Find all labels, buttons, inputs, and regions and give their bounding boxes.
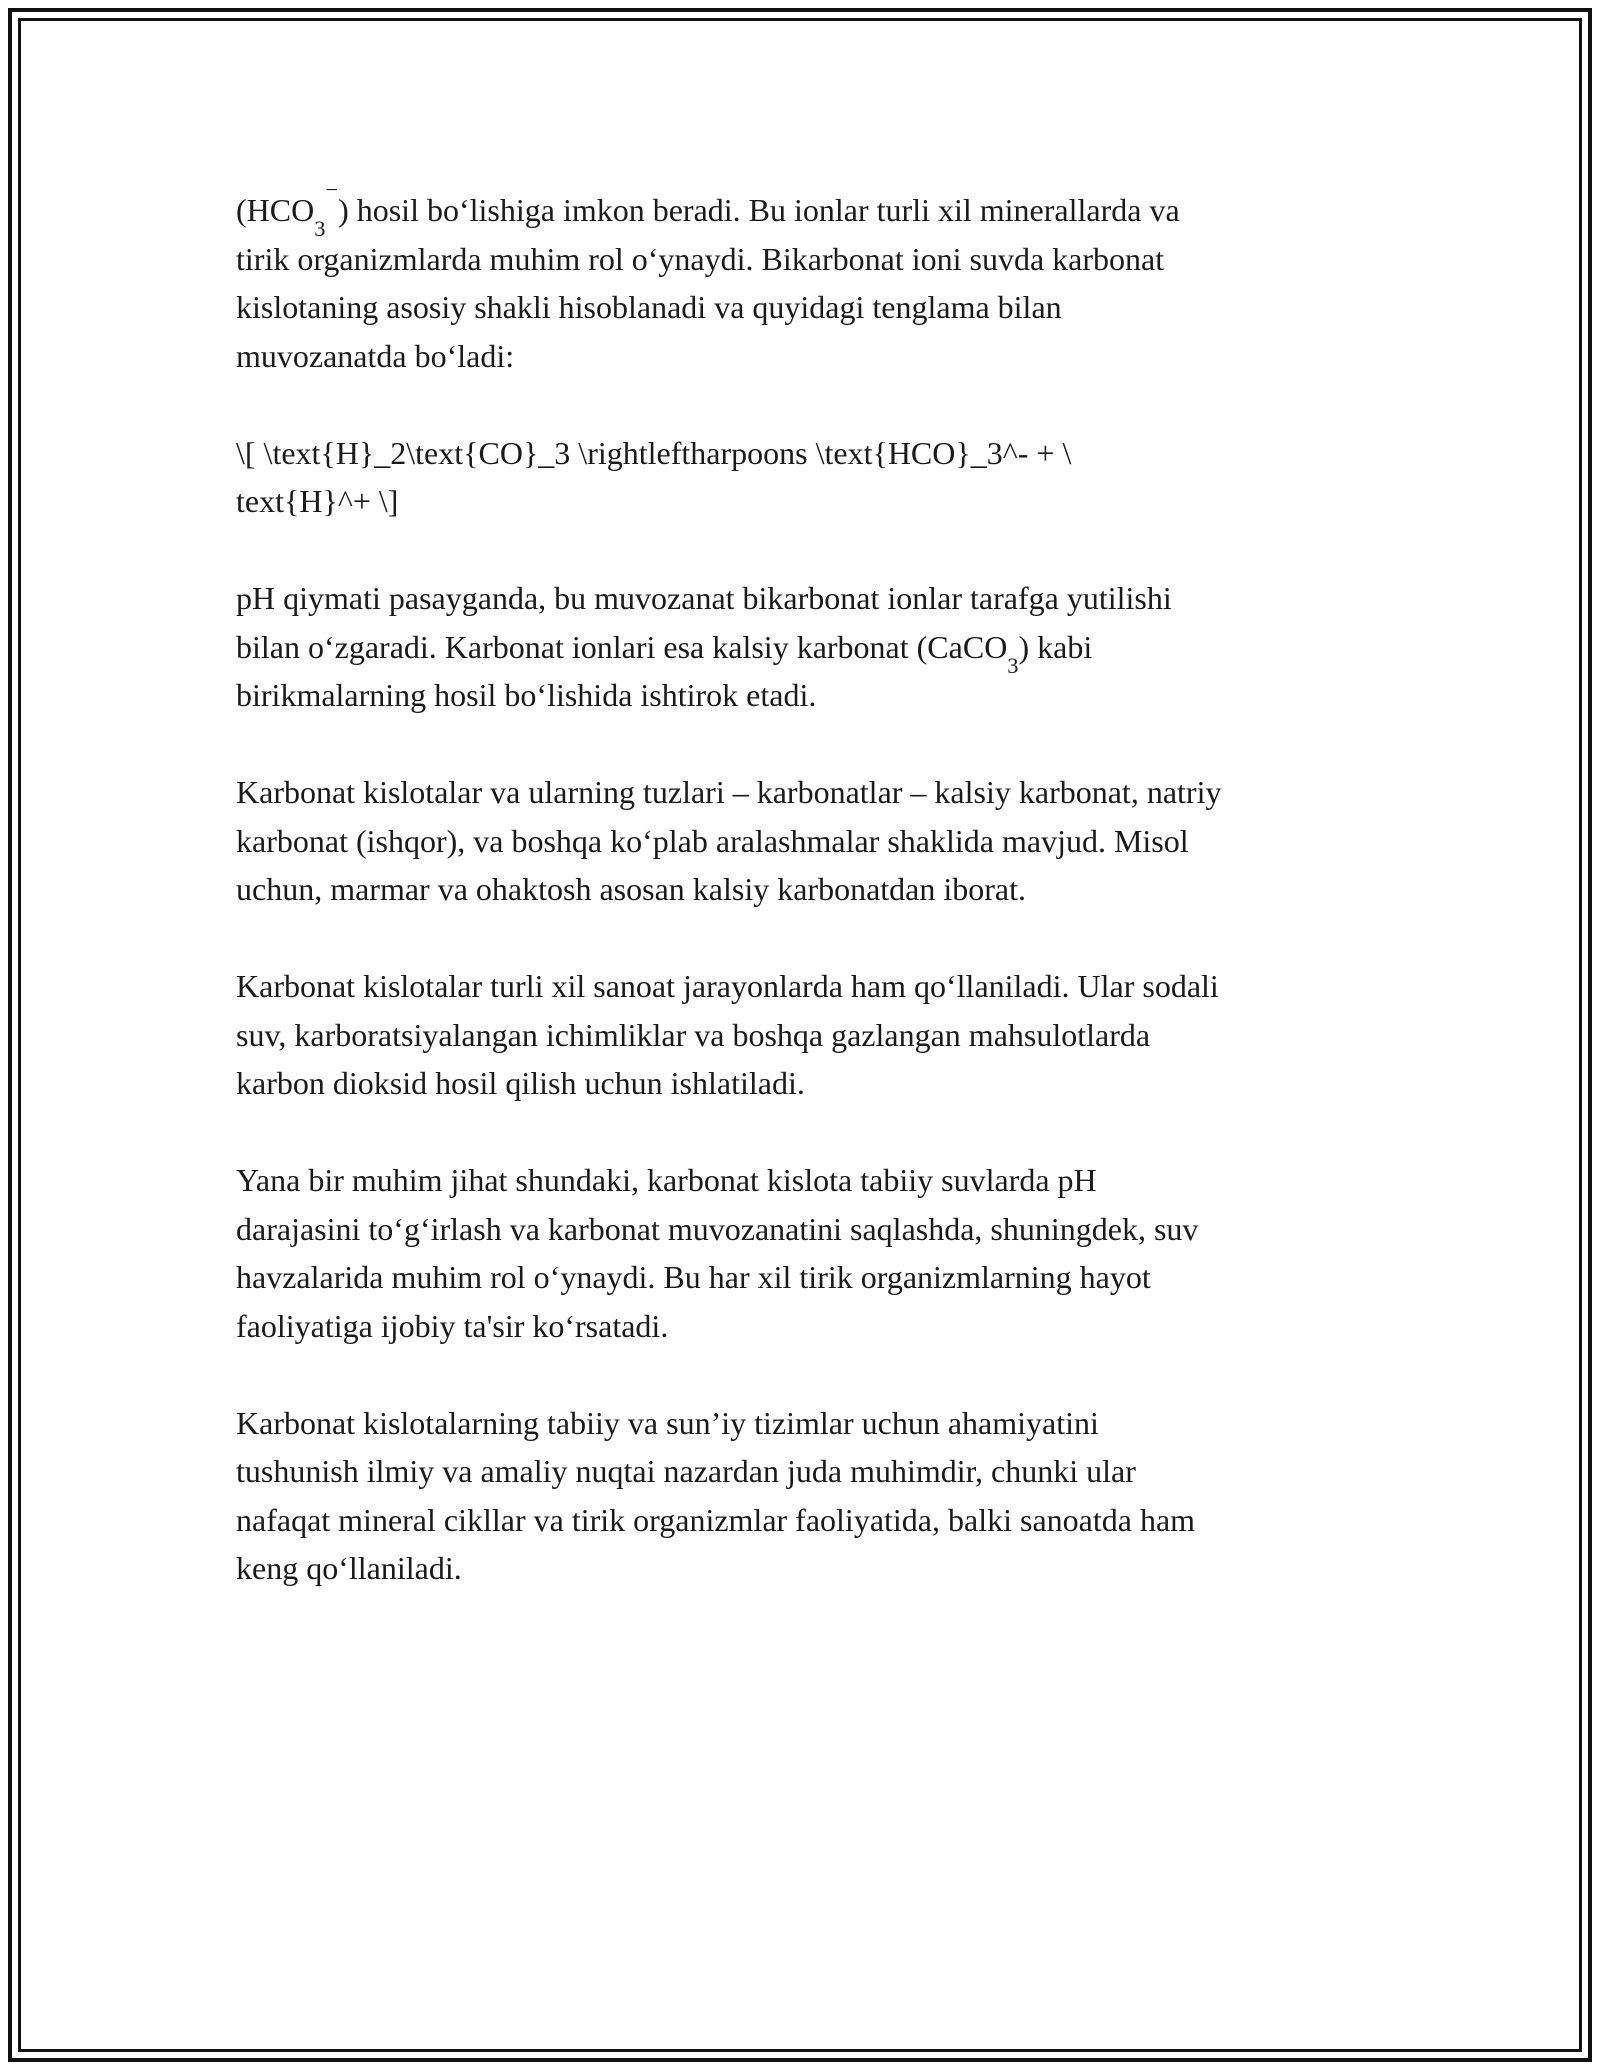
paragraph-conclusion: Karbonat kislotalarning tabiiy va sun’iy tizimlar uchun ahamiyatini tushunish ilmiy va amaliy nuqtai nazardan juda muhimdir, chunki ular nafaqat mineral cikllar va tirik organizmlar faoliyatida, balki sanoatda ham keng qo‘llaniladi. <box>236 1404 1196 1586</box>
paragraph-ph-equilibrium-text-end: ) kabi birikmalarning hosil bo‘lishida ishtirok etadi. <box>236 628 1093 713</box>
hco3-formula-open: (HCO <box>236 192 315 228</box>
paragraph-ph-equilibrium-text: pH qiymati pasayganda, bu muvozanat bikarbonat ionlar tarafga yutilishi bilan o‘zgaradi. Karbonat ionlari esa kalsiy karbonat (CaCO <box>236 580 1172 665</box>
equation-latex-source: \[ \text{H}_2\text{CO}_3 \rightleftharpoons \text{HCO}_3^- + \ text{H}^+ \] <box>236 434 1072 519</box>
hco3-subscript: 3 <box>314 216 326 242</box>
paragraph-natural-waters: Yana bir muhim jihat shundaki, karbonat kislota tabiiy suvlarda pH darajasini to‘g‘irlash va karbonat muvozanatini saqlashda, shuningdek, suv havzalarida muhim rol o‘ynaydi. Bu har xil tirik organizmlarning hayot faoliyatiga ijobiy ta'sir ko‘rsatadi. <box>236 1162 1199 1344</box>
caco3-subscript: 3 <box>1007 652 1019 678</box>
document-body <box>236 177 1376 1641</box>
paragraph-bicarbonate-intro <box>236 177 1376 380</box>
paragraph-industrial-use: Karbonat kislotalar turli xil sanoat jarayonlarda ham qo‘llaniladi. Ular sodali suv, karboratsiyalangan ichimliklar va boshqa gazlangan mahsulotlarda karbon dioksid hosil qilish uchun ishlatiladi. <box>236 968 1219 1101</box>
paragraph-ph-equilibrium <box>236 574 1376 720</box>
hco3-superscript: − <box>325 177 339 203</box>
paragraph-carbonate-salts: Karbonat kislotalar va ularning tuzlari – karbonatlar – kalsiy karbonat, natriy karbonat (ishqor), va boshqa ko‘plab aralashmalar shaklida mavjud. Misol uchun, marmar va ohaktosh asosan kalsiy karbonatdan iborat. <box>236 774 1222 907</box>
paragraph-bicarbonate-intro-text: ) hosil bo‘lishiga imkon beradi. Bu ionlar turli xil minerallarda va tirik organizmlarda muhim rol o‘ynaydi. Bikarbonat ioni suvda karbonat kislotaning asosiy shakli hisoblanadi va quyidagi tenglama bilan muvozanatda bo‘ladi: <box>236 192 1180 374</box>
